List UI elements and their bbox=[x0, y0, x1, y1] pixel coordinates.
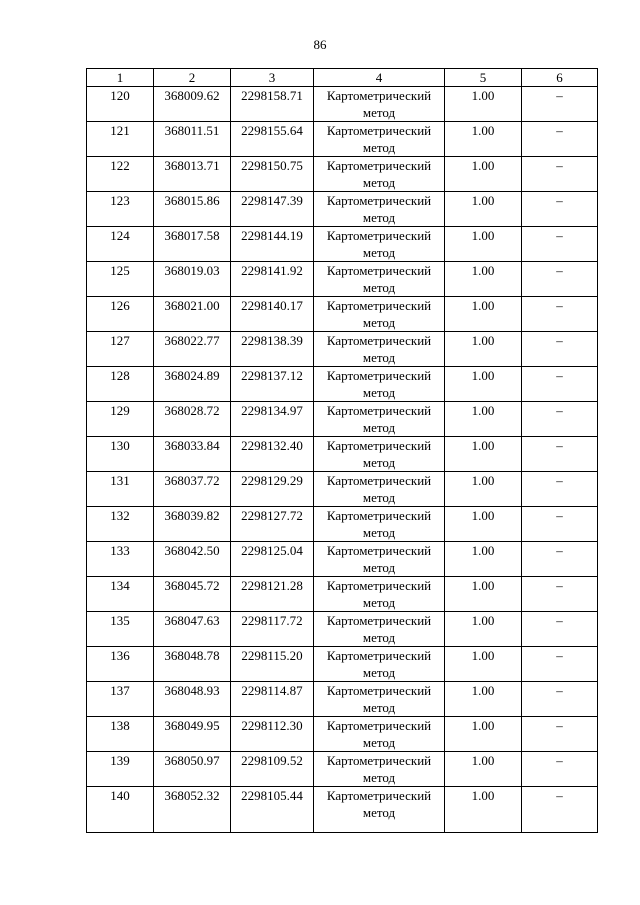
column-header: 6 bbox=[522, 69, 598, 87]
accuracy-cell: 1.00 bbox=[445, 717, 522, 752]
description-cell: – bbox=[522, 507, 598, 542]
description-cell: – bbox=[522, 262, 598, 297]
table-row bbox=[87, 297, 598, 332]
description-cell: – bbox=[522, 682, 598, 717]
method-cell: Картометрический метод bbox=[314, 192, 445, 227]
method-cell: Картометрический метод bbox=[314, 507, 445, 542]
method-cell: Картометрический метод bbox=[314, 577, 445, 612]
y-coordinate-cell: 2298140.17 bbox=[231, 297, 314, 332]
table-header-row bbox=[87, 69, 598, 87]
x-coordinate-cell: 368013.71 bbox=[154, 157, 231, 192]
point-number-cell: 124 bbox=[87, 227, 154, 262]
table-row bbox=[87, 472, 598, 507]
method-cell: Картометрический метод bbox=[314, 787, 445, 833]
coordinates-table bbox=[86, 68, 598, 833]
y-coordinate-cell: 2298138.39 bbox=[231, 332, 314, 367]
x-coordinate-cell: 368039.82 bbox=[154, 507, 231, 542]
description-cell: – bbox=[522, 717, 598, 752]
x-coordinate-cell: 368009.62 bbox=[154, 87, 231, 122]
y-coordinate-cell: 2298115.20 bbox=[231, 647, 314, 682]
description-cell: – bbox=[522, 437, 598, 472]
accuracy-cell: 1.00 bbox=[445, 297, 522, 332]
accuracy-cell: 1.00 bbox=[445, 577, 522, 612]
accuracy-cell: 1.00 bbox=[445, 437, 522, 472]
x-coordinate-cell: 368047.63 bbox=[154, 612, 231, 647]
method-cell: Картометрический метод bbox=[314, 472, 445, 507]
table-row bbox=[87, 682, 598, 717]
x-coordinate-cell: 368042.50 bbox=[154, 542, 231, 577]
table-row bbox=[87, 122, 598, 157]
column-header: 2 bbox=[154, 69, 231, 87]
description-cell: – bbox=[522, 332, 598, 367]
point-number-cell: 133 bbox=[87, 542, 154, 577]
accuracy-cell: 1.00 bbox=[445, 647, 522, 682]
column-header: 1 bbox=[87, 69, 154, 87]
x-coordinate-cell: 368045.72 bbox=[154, 577, 231, 612]
method-cell: Картометрический метод bbox=[314, 647, 445, 682]
description-cell: – bbox=[522, 612, 598, 647]
table-row bbox=[87, 227, 598, 262]
y-coordinate-cell: 2298105.44 bbox=[231, 787, 314, 833]
point-number-cell: 139 bbox=[87, 752, 154, 787]
y-coordinate-cell: 2298141.92 bbox=[231, 262, 314, 297]
point-number-cell: 135 bbox=[87, 612, 154, 647]
point-number-cell: 123 bbox=[87, 192, 154, 227]
accuracy-cell: 1.00 bbox=[445, 227, 522, 262]
method-cell: Картометрический метод bbox=[314, 332, 445, 367]
table-row bbox=[87, 367, 598, 402]
x-coordinate-cell: 368024.89 bbox=[154, 367, 231, 402]
x-coordinate-cell: 368028.72 bbox=[154, 402, 231, 437]
accuracy-cell: 1.00 bbox=[445, 787, 522, 833]
accuracy-cell: 1.00 bbox=[445, 332, 522, 367]
y-coordinate-cell: 2298150.75 bbox=[231, 157, 314, 192]
accuracy-cell: 1.00 bbox=[445, 157, 522, 192]
description-cell: – bbox=[522, 752, 598, 787]
table-row bbox=[87, 332, 598, 367]
accuracy-cell: 1.00 bbox=[445, 87, 522, 122]
description-cell: – bbox=[522, 227, 598, 262]
y-coordinate-cell: 2298125.04 bbox=[231, 542, 314, 577]
table-row bbox=[87, 542, 598, 577]
x-coordinate-cell: 368019.03 bbox=[154, 262, 231, 297]
method-cell: Картометрический метод bbox=[314, 87, 445, 122]
point-number-cell: 121 bbox=[87, 122, 154, 157]
x-coordinate-cell: 368050.97 bbox=[154, 752, 231, 787]
accuracy-cell: 1.00 bbox=[445, 752, 522, 787]
table-row bbox=[87, 437, 598, 472]
accuracy-cell: 1.00 bbox=[445, 122, 522, 157]
method-cell: Картометрический метод bbox=[314, 157, 445, 192]
table-row bbox=[87, 157, 598, 192]
point-number-cell: 132 bbox=[87, 507, 154, 542]
column-header: 5 bbox=[445, 69, 522, 87]
y-coordinate-cell: 2298147.39 bbox=[231, 192, 314, 227]
y-coordinate-cell: 2298114.87 bbox=[231, 682, 314, 717]
y-coordinate-cell: 2298117.72 bbox=[231, 612, 314, 647]
method-cell: Картометрический метод bbox=[314, 682, 445, 717]
y-coordinate-cell: 2298129.29 bbox=[231, 472, 314, 507]
description-cell: – bbox=[522, 647, 598, 682]
method-cell: Картометрический метод bbox=[314, 262, 445, 297]
table-row bbox=[87, 752, 598, 787]
point-number-cell: 129 bbox=[87, 402, 154, 437]
description-cell: – bbox=[522, 542, 598, 577]
table-body bbox=[87, 87, 598, 833]
x-coordinate-cell: 368015.86 bbox=[154, 192, 231, 227]
y-coordinate-cell: 2298158.71 bbox=[231, 87, 314, 122]
accuracy-cell: 1.00 bbox=[445, 612, 522, 647]
table-row bbox=[87, 262, 598, 297]
y-coordinate-cell: 2298134.97 bbox=[231, 402, 314, 437]
method-cell: Картометрический метод bbox=[314, 542, 445, 577]
accuracy-cell: 1.00 bbox=[445, 367, 522, 402]
table-row bbox=[87, 87, 598, 122]
description-cell: – bbox=[522, 157, 598, 192]
x-coordinate-cell: 368049.95 bbox=[154, 717, 231, 752]
accuracy-cell: 1.00 bbox=[445, 682, 522, 717]
y-coordinate-cell: 2298109.52 bbox=[231, 752, 314, 787]
x-coordinate-cell: 368011.51 bbox=[154, 122, 231, 157]
point-number-cell: 137 bbox=[87, 682, 154, 717]
x-coordinate-cell: 368052.32 bbox=[154, 787, 231, 833]
description-cell: – bbox=[522, 87, 598, 122]
description-cell: – bbox=[522, 122, 598, 157]
point-number-cell: 122 bbox=[87, 157, 154, 192]
y-coordinate-cell: 2298137.12 bbox=[231, 367, 314, 402]
accuracy-cell: 1.00 bbox=[445, 542, 522, 577]
x-coordinate-cell: 368022.77 bbox=[154, 332, 231, 367]
description-cell: – bbox=[522, 577, 598, 612]
method-cell: Картометрический метод bbox=[314, 402, 445, 437]
table-row bbox=[87, 577, 598, 612]
point-number-cell: 128 bbox=[87, 367, 154, 402]
point-number-cell: 126 bbox=[87, 297, 154, 332]
y-coordinate-cell: 2298127.72 bbox=[231, 507, 314, 542]
point-number-cell: 140 bbox=[87, 787, 154, 833]
table-row bbox=[87, 612, 598, 647]
y-coordinate-cell: 2298155.64 bbox=[231, 122, 314, 157]
table-row bbox=[87, 647, 598, 682]
table-row bbox=[87, 787, 598, 833]
accuracy-cell: 1.00 bbox=[445, 402, 522, 437]
x-coordinate-cell: 368048.93 bbox=[154, 682, 231, 717]
x-coordinate-cell: 368033.84 bbox=[154, 437, 231, 472]
x-coordinate-cell: 368037.72 bbox=[154, 472, 231, 507]
method-cell: Картометрический метод bbox=[314, 297, 445, 332]
page-number: 86 bbox=[313, 37, 327, 52]
x-coordinate-cell: 368048.78 bbox=[154, 647, 231, 682]
y-coordinate-cell: 2298112.30 bbox=[231, 717, 314, 752]
x-coordinate-cell: 368021.00 bbox=[154, 297, 231, 332]
point-number-cell: 131 bbox=[87, 472, 154, 507]
point-number-cell: 138 bbox=[87, 717, 154, 752]
point-number-cell: 120 bbox=[87, 87, 154, 122]
method-cell: Картометрический метод bbox=[314, 367, 445, 402]
method-cell: Картометрический метод bbox=[314, 437, 445, 472]
point-number-cell: 127 bbox=[87, 332, 154, 367]
description-cell: – bbox=[522, 297, 598, 332]
y-coordinate-cell: 2298144.19 bbox=[231, 227, 314, 262]
description-cell: – bbox=[522, 192, 598, 227]
method-cell: Картометрический метод bbox=[314, 612, 445, 647]
point-number-cell: 125 bbox=[87, 262, 154, 297]
description-cell: – bbox=[522, 787, 598, 833]
point-number-cell: 134 bbox=[87, 577, 154, 612]
column-header: 4 bbox=[314, 69, 445, 87]
table-row bbox=[87, 717, 598, 752]
accuracy-cell: 1.00 bbox=[445, 262, 522, 297]
accuracy-cell: 1.00 bbox=[445, 192, 522, 227]
method-cell: Картометрический метод bbox=[314, 752, 445, 787]
point-number-cell: 136 bbox=[87, 647, 154, 682]
description-cell: – bbox=[522, 367, 598, 402]
table-row bbox=[87, 507, 598, 542]
table-row bbox=[87, 402, 598, 437]
description-cell: – bbox=[522, 402, 598, 437]
column-header: 3 bbox=[231, 69, 314, 87]
table-row bbox=[87, 192, 598, 227]
description-cell: – bbox=[522, 472, 598, 507]
accuracy-cell: 1.00 bbox=[445, 507, 522, 542]
x-coordinate-cell: 368017.58 bbox=[154, 227, 231, 262]
y-coordinate-cell: 2298132.40 bbox=[231, 437, 314, 472]
y-coordinate-cell: 2298121.28 bbox=[231, 577, 314, 612]
accuracy-cell: 1.00 bbox=[445, 472, 522, 507]
method-cell: Картометрический метод bbox=[314, 227, 445, 262]
method-cell: Картометрический метод bbox=[314, 717, 445, 752]
point-number-cell: 130 bbox=[87, 437, 154, 472]
method-cell: Картометрический метод bbox=[314, 122, 445, 157]
